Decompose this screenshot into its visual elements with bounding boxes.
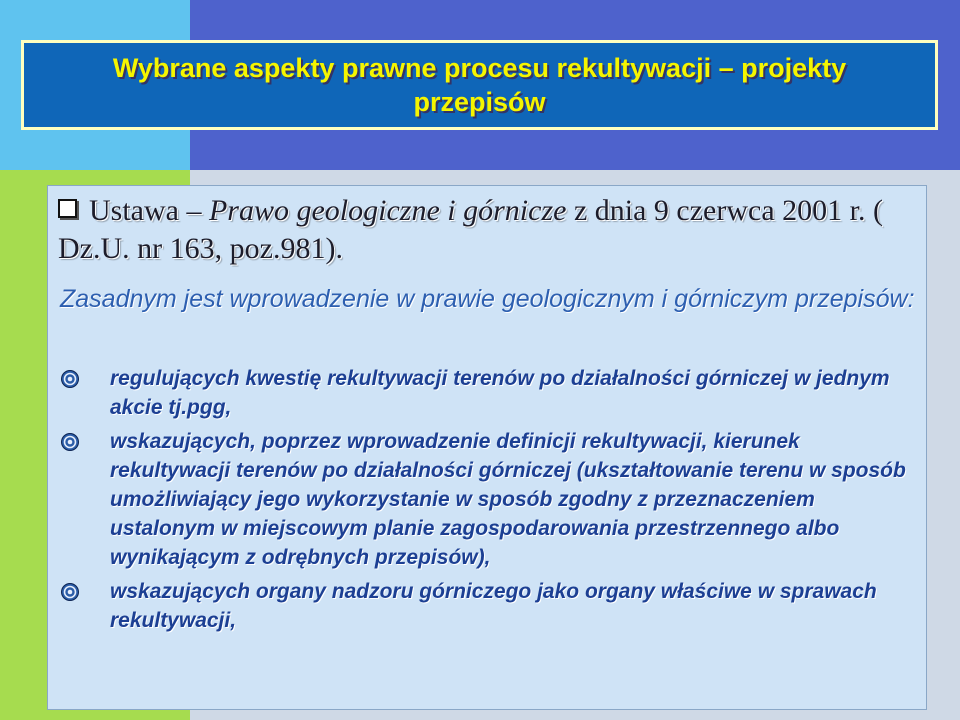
bullet-list (60, 364, 915, 635)
list-item (60, 577, 915, 635)
spiral-bullet-icon (60, 432, 80, 452)
content-box (47, 185, 927, 710)
spiral-bullet-icon (60, 582, 80, 602)
list-item (60, 427, 915, 572)
checkbox-icon (58, 199, 77, 218)
slide-title: Wybrane aspekty prawne procesu rekultywacji – projekty przepisów (112, 53, 847, 117)
ustawa-rest: z dnia 9 czerwca 2001 r. ( Dz.U. nr 163, poz.981). (58, 194, 883, 265)
intro-text: Zasadnym jest wprowadzenie w prawie geologicznym i górniczym przepisów: (60, 285, 915, 313)
bullet-text: wskazujących, poprzez wprowadzenie definicji rekultywacji, kierunek rekultywacji terenów po działalności górniczej (ukształtowanie terenu w sposób umożliwiający jego wykorzystanie w sposób zgodny z przeznaczeniem ustalonym w miejscowym planie zagospodarowania przestrzennego albo wynikającym z odrębnych przepisów), (110, 430, 906, 569)
ustawa-title: Prawo geologiczne i górnicze (208, 194, 567, 227)
title-box (21, 40, 938, 130)
ustawa-reference (58, 192, 918, 268)
list-item (60, 364, 915, 422)
spiral-bullet-icon (60, 369, 80, 389)
bullet-text: wskazujących organy nadzoru górniczego jako organy właściwe w sprawach rekultywacji, (110, 580, 877, 632)
bullet-text: regulujących kwestię rekultywacji terenów po działalności górniczej w jednym akcie tj.pgg, (110, 367, 890, 419)
ustawa-lead: Ustawa – (89, 194, 209, 227)
